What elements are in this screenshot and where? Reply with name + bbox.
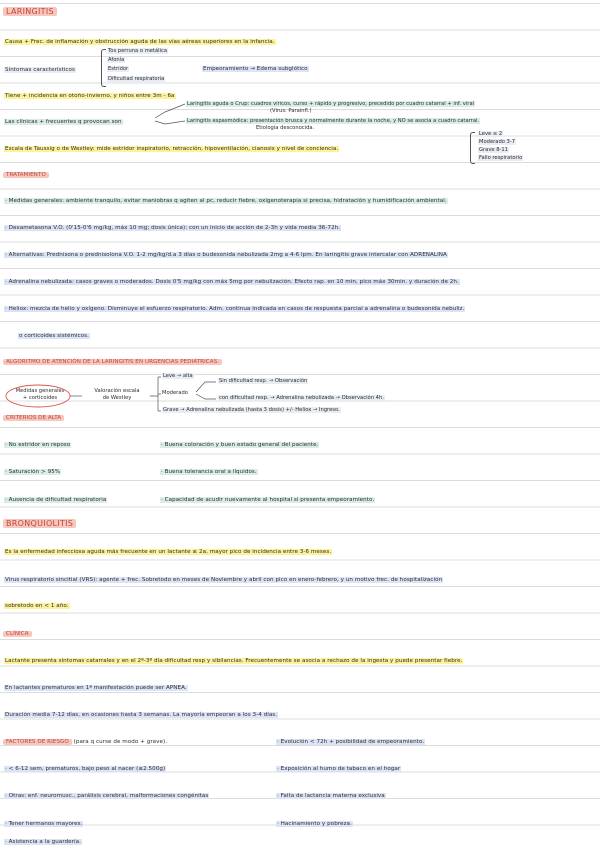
clinica-line: Lactante presenta síntomas catarrales y en el 2º-3º día dificultad resp y sibilancias. Frecuentemente se asocia a rechazo de la ingesta y puede presentar fiebre.	[5, 658, 463, 664]
algoritmo-con-dificultad: con dificultad resp. → Adrenalina nebulizada → Observación 4h.	[219, 395, 384, 401]
westley-level: Leve ≤ 2	[479, 131, 503, 137]
tratamiento-item: · Dexametasona V.O. (0'15-0'6 mg/kg, máx 10 mg; dosis única): con un inicio de acción de 2-3h y vida media 36-72h.	[5, 225, 341, 231]
riesgo-item: · Otras: enf. neuromusc., parálisis cerebral, malformaciones congénitas	[5, 793, 209, 799]
clinica-title: CLÍNICA	[3, 630, 32, 638]
riesgo-item: · Tener hermanos mayores.	[5, 821, 83, 827]
algoritmo-grave: Grave → Adrenalina nebulizada (hasta 3 dosis) +/- Heliox → Ingreso.	[163, 407, 340, 413]
clinica-line: Duración media 7-12 días, en ocasiones hasta 3 semanas. La mayoría empeoran a los 3-4 días.	[5, 712, 278, 718]
westley-level: Fallo respiratorio	[479, 155, 523, 161]
riesgo-item: · Exposición al humo de tabaco en el hogar	[277, 766, 401, 772]
clinica-line: En lactantes prematuros en 1ª manifestación puede ser APNEA.	[5, 685, 187, 691]
sintoma-item: Afonía	[108, 57, 125, 63]
clinica-espasmodica-etiologia: Etiología desconocida.	[256, 125, 315, 131]
alta-item: · Buena tolerancia oral a líquidos.	[161, 469, 257, 475]
clinica-crup: Laringitis aguda o Crup: cuadros víricos, curso + rápido y progresivo, precedido por cuadro catarral + inf. viral	[187, 101, 475, 107]
tratamiento-item: · Adrenalina nebulizada: casos graves o moderados. Dosis 0'5 mg/kg con máx 5mg por nebulización. Efecto rap. en 10 min, pico máx 30min. y duración de 2h.	[5, 279, 459, 285]
riesgo-item: · Hacinamiento y pobreza.	[277, 821, 352, 827]
alta-item: · Ausencia de dificultad respiratoria	[5, 497, 107, 503]
tratamiento-item: · Medidas generales: ambiente tranquilo, evitar maniobras q agiten al pc, reducir fiebre, oxigenoterapia si precisa, hidratación y humidificación ambiental.	[5, 198, 447, 204]
tratamiento-title: TRATAMIENTO	[3, 171, 49, 179]
sintoma-item: Estridor	[108, 66, 129, 72]
algoritmo-moderado-branch	[196, 382, 216, 399]
tratamiento-item: · Heliox: mezcla de helio y oxígeno. Disminuye el esfuerzo respiratorio. Adm. continua indicada en casos de respuesta parcial a adrenalina o budesonida nebuliz.	[5, 306, 465, 312]
alta-item: · No estridor en reposo	[5, 442, 71, 448]
clinicas-label: Las clínicas + frecuentes q provocan son	[5, 119, 122, 125]
tratamiento-item: · Alternativas: Prednisona o prednisolona V.O. 1-2 mg/kg/d.a 3 días o budesonida nebulizada 2mg a 4-6 lpm. En laringitis grave intercalar con ADRENALINA	[5, 252, 447, 258]
bronquiolitis-definition: Es la enfermedad infecciosa aguda más frecuente en un lactante ≤ 2a, mayor pico de incidencia entre 3-6 meses.	[5, 549, 332, 555]
algoritmo-start-circle	[6, 385, 70, 407]
algoritmo-title: ALGORITMO DE ATENCIÓN DE LA LARINGITIS EN URGENCIAS PEDIÁTRICAS.	[3, 358, 222, 366]
riesgo-item: · < 6-12 sem, prematuros, bajo peso al nacer (≤2.500g)	[5, 766, 166, 772]
laringitis-title: LARINGITIS	[3, 6, 57, 17]
laringitis-definition: Causa + Frec. de inflamación y obstrucción aguda de las vías aéreas superiores en la infancia.	[5, 39, 275, 45]
bronquiolitis-title: BRONQUIOLITIS	[3, 518, 76, 529]
algoritmo-leve: Leve → alta	[163, 373, 193, 379]
empeoramiento-note: Empeoramiento → Edema subglótico	[203, 66, 308, 72]
sintoma-item: Tos perruna o metálica	[108, 48, 168, 54]
bronquiolitis-vrs: Virus respiratorio sincitial (VRS): agente + frec. Sobretodo en meses de Noviembre y abril con pico en enero-febrero, y un motivo frec. de hospitalización	[5, 577, 443, 583]
sintoma-item: Dificultad respiratoria	[108, 76, 165, 82]
clinica-branch-arrow	[155, 104, 185, 118]
westley-scale: Escala de Taussig o de Westley: mide estridor inspiratorio, retracción, hipoventilación, cianosis y nivel de conciencia.	[5, 146, 339, 152]
riesgo-title: FACTORES DE RIESGO (para q curse de modo + grave).	[3, 738, 167, 746]
riesgo-item: · Falta de lactancia materna exclusiva	[277, 793, 385, 799]
algoritmo-branch	[150, 377, 161, 411]
bronquiolitis-vrs-2: sobretodo en < 1 año.	[5, 603, 69, 609]
clinica-branch-arrow	[155, 121, 185, 124]
algoritmo-valoracion: Valoración escala de Westley	[94, 388, 140, 401]
riesgo-item: · Evolución < 72h + posibilidad de empeoramiento.	[277, 739, 425, 745]
riesgo-item: · Asistencia a la guardería.	[5, 839, 81, 845]
algoritmo-inicio: Medidas generales + corticoides	[15, 388, 65, 401]
sintomas-label: Síntomas característicos	[5, 67, 75, 73]
westley-level: Moderado 3-7	[479, 139, 516, 145]
algoritmo-moderado: Moderado	[162, 390, 188, 396]
clinica-crup-virus: (Virus: Parainfl.)	[270, 108, 312, 114]
algoritmo-sin-dificultad: Sin dificultad resp. → Observación	[219, 378, 308, 384]
alta-item: · Saturación > 95%	[5, 469, 61, 475]
incidencia-line: Tiene + incidencia en otoño-invierno, y niños entre 3m - 6a	[5, 93, 175, 99]
alta-item: · Buena coloración y buen estado general del paciente.	[161, 442, 319, 448]
alta-item: · Capacidad de acudir nuevamente al hospital si presenta empeoramiento.	[161, 497, 375, 503]
tratamiento-item: o corticoides sistémicos.	[19, 333, 89, 339]
alta-title: CRITERIOS DE ALTA	[3, 414, 64, 422]
westley-level: Grave 8-11	[479, 147, 509, 153]
clinica-espasmodica: Laringitis espasmódica: presentación brusca y normalmente durante la noche, y NO se asocia a cuadro catarral.	[187, 118, 480, 124]
